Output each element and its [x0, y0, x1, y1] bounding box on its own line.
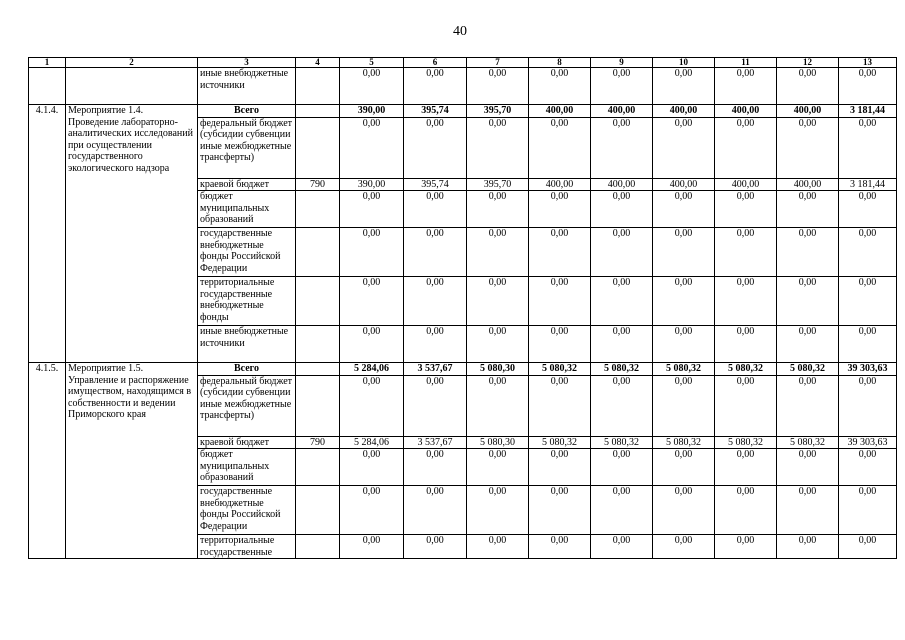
- amount-cell: 0,00: [777, 375, 839, 436]
- column-header: 3: [198, 58, 296, 68]
- amount-cell: 0,00: [777, 191, 839, 228]
- amount-cell: 0,00: [404, 375, 467, 436]
- funding-source: краевой бюджет: [198, 436, 296, 449]
- column-header: 4: [296, 58, 340, 68]
- amount-cell: 0,00: [591, 68, 653, 105]
- table-row-total: [29, 363, 897, 376]
- amount-cell: 0,00: [777, 535, 839, 559]
- amount-cell: 0,00: [839, 449, 897, 486]
- amount-cell: 0,00: [340, 277, 404, 326]
- amount-cell: 0,00: [591, 535, 653, 559]
- column-header: 10: [653, 58, 715, 68]
- amount-cell: 0,00: [529, 449, 591, 486]
- amount-cell: 0,00: [653, 117, 715, 178]
- funding-source: государственные внебюджетные фонды Российской Федерации: [198, 228, 296, 277]
- amount-cell: 39 303,63: [839, 363, 897, 376]
- amount-cell: 0,00: [467, 375, 529, 436]
- amount-cell: 0,00: [467, 68, 529, 105]
- column-header: 1: [29, 58, 66, 68]
- amount-cell: 0,00: [591, 277, 653, 326]
- amount-cell: 0,00: [715, 117, 777, 178]
- measure-id: 4.1.4.: [29, 105, 66, 363]
- amount-cell: 5 080,32: [715, 436, 777, 449]
- funding-source: государственные внебюджетные фонды Российской Федерации: [198, 486, 296, 535]
- amount-cell: 5 284,06: [340, 363, 404, 376]
- budget-code: [296, 105, 340, 118]
- amount-cell: 0,00: [715, 326, 777, 363]
- amount-cell: 0,00: [839, 535, 897, 559]
- measure-id: 4.1.5.: [29, 363, 66, 559]
- amount-cell: 0,00: [715, 277, 777, 326]
- amount-cell: 0,00: [653, 326, 715, 363]
- amount-cell: 0,00: [777, 326, 839, 363]
- amount-cell: 0,00: [839, 326, 897, 363]
- amount-cell: 0,00: [715, 68, 777, 105]
- amount-cell: 3 181,44: [839, 178, 897, 191]
- amount-cell: 0,00: [839, 486, 897, 535]
- amount-cell: 0,00: [404, 68, 467, 105]
- funding-source: иные внебюджетные источники: [198, 68, 296, 105]
- budget-code: [296, 375, 340, 436]
- budget-code: [296, 486, 340, 535]
- page-number: 40: [453, 24, 467, 39]
- amount-cell: 0,00: [653, 449, 715, 486]
- amount-cell: 5 080,32: [777, 363, 839, 376]
- amount-cell: 0,00: [404, 449, 467, 486]
- funding-source: территориальные государственные внебюджетные фонды: [198, 277, 296, 326]
- amount-cell: 0,00: [467, 228, 529, 277]
- funding-source: бюджет муниципальных образований: [198, 449, 296, 486]
- amount-cell: 39 303,63: [839, 436, 897, 449]
- budget-code: 790: [296, 436, 340, 449]
- amount-cell: 0,00: [404, 486, 467, 535]
- amount-cell: 0,00: [777, 117, 839, 178]
- budget-code: [296, 363, 340, 376]
- amount-cell: 3 537,67: [404, 436, 467, 449]
- amount-cell: 400,00: [715, 105, 777, 118]
- amount-cell: 0,00: [839, 375, 897, 436]
- funding-source: федеральный бюджет (субсидии субвенции иные межбюджетные трансферты): [198, 375, 296, 436]
- measure-title-cell: [66, 68, 198, 105]
- amount-cell: 0,00: [529, 277, 591, 326]
- amount-cell: 0,00: [529, 486, 591, 535]
- amount-cell: 0,00: [591, 449, 653, 486]
- amount-cell: 5 080,32: [529, 363, 591, 376]
- amount-cell: 0,00: [653, 228, 715, 277]
- amount-cell: 395,74: [404, 178, 467, 191]
- amount-cell: 0,00: [404, 117, 467, 178]
- amount-cell: 0,00: [777, 486, 839, 535]
- column-header: 8: [529, 58, 591, 68]
- amount-cell: 0,00: [404, 191, 467, 228]
- amount-cell: 0,00: [715, 375, 777, 436]
- amount-cell: 3 537,67: [404, 363, 467, 376]
- amount-cell: 0,00: [340, 375, 404, 436]
- amount-cell: 0,00: [777, 68, 839, 105]
- amount-cell: 0,00: [715, 228, 777, 277]
- amount-cell: 0,00: [467, 535, 529, 559]
- amount-cell: 400,00: [715, 178, 777, 191]
- table-row: [29, 68, 897, 105]
- amount-cell: 5 284,06: [340, 436, 404, 449]
- amount-cell: 5 080,32: [529, 436, 591, 449]
- funding-source: Всего: [198, 363, 296, 376]
- funding-source: иные внебюджетные источники: [198, 326, 296, 363]
- amount-cell: 3 181,44: [839, 105, 897, 118]
- column-header: 6: [404, 58, 467, 68]
- amount-cell: 0,00: [404, 277, 467, 326]
- amount-cell: 0,00: [777, 449, 839, 486]
- budget-code: 790: [296, 178, 340, 191]
- amount-cell: 0,00: [467, 449, 529, 486]
- amount-cell: 390,00: [340, 178, 404, 191]
- amount-cell: 0,00: [715, 191, 777, 228]
- amount-cell: 5 080,32: [777, 436, 839, 449]
- funding-source: федеральный бюджет (субсидии субвенции иные межбюджетные трансферты): [198, 117, 296, 178]
- amount-cell: 395,70: [467, 105, 529, 118]
- amount-cell: 0,00: [467, 117, 529, 178]
- amount-cell: 5 080,30: [467, 363, 529, 376]
- amount-cell: 5 080,32: [591, 363, 653, 376]
- amount-cell: 0,00: [653, 375, 715, 436]
- amount-cell: 0,00: [529, 535, 591, 559]
- measure-title: Мероприятие 1.5. Управление и распоряжение имуществом, находящимся в собственности и ведении Приморского края: [66, 363, 198, 559]
- amount-cell: 400,00: [591, 105, 653, 118]
- amount-cell: 400,00: [653, 178, 715, 191]
- amount-cell: 395,70: [467, 178, 529, 191]
- amount-cell: 0,00: [467, 486, 529, 535]
- column-header: 12: [777, 58, 839, 68]
- table-row-total: [29, 105, 897, 118]
- amount-cell: 0,00: [839, 277, 897, 326]
- amount-cell: 0,00: [715, 535, 777, 559]
- amount-cell: 0,00: [404, 326, 467, 363]
- amount-cell: 0,00: [467, 277, 529, 326]
- amount-cell: 0,00: [340, 117, 404, 178]
- amount-cell: 5 080,32: [653, 436, 715, 449]
- amount-cell: 0,00: [715, 449, 777, 486]
- amount-cell: 0,00: [839, 117, 897, 178]
- amount-cell: 5 080,30: [467, 436, 529, 449]
- amount-cell: 0,00: [529, 117, 591, 178]
- budget-code: [296, 449, 340, 486]
- amount-cell: 0,00: [591, 228, 653, 277]
- amount-cell: 0,00: [591, 117, 653, 178]
- amount-cell: 0,00: [839, 68, 897, 105]
- amount-cell: 0,00: [404, 535, 467, 559]
- amount-cell: 0,00: [591, 326, 653, 363]
- budget-code: [296, 535, 340, 559]
- budget-code: [296, 68, 340, 105]
- amount-cell: 0,00: [529, 326, 591, 363]
- amount-cell: 0,00: [467, 191, 529, 228]
- amount-cell: 400,00: [653, 105, 715, 118]
- amount-cell: 0,00: [340, 68, 404, 105]
- amount-cell: 395,74: [404, 105, 467, 118]
- funding-source: бюджет муниципальных образований: [198, 191, 296, 228]
- budget-table: [28, 57, 897, 559]
- amount-cell: 0,00: [591, 375, 653, 436]
- amount-cell: 0,00: [591, 486, 653, 535]
- amount-cell: 0,00: [777, 277, 839, 326]
- column-header: 5: [340, 58, 404, 68]
- measure-title: Мероприятие 1.4. Проведение лабораторно-аналитических исследований при осуществлении государственного экологического надзора: [66, 105, 198, 363]
- amount-cell: 0,00: [653, 191, 715, 228]
- amount-cell: 0,00: [467, 326, 529, 363]
- amount-cell: 0,00: [839, 228, 897, 277]
- amount-cell: 0,00: [777, 228, 839, 277]
- budget-code: [296, 326, 340, 363]
- funding-source: краевой бюджет: [198, 178, 296, 191]
- column-header: 9: [591, 58, 653, 68]
- amount-cell: 0,00: [404, 228, 467, 277]
- amount-cell: 0,00: [653, 486, 715, 535]
- funding-source: территориальные государственные: [198, 535, 296, 559]
- amount-cell: 400,00: [591, 178, 653, 191]
- budget-code: [296, 228, 340, 277]
- amount-cell: 5 080,32: [591, 436, 653, 449]
- amount-cell: 0,00: [340, 535, 404, 559]
- amount-cell: 0,00: [340, 486, 404, 535]
- measure-id-cell: [29, 68, 66, 105]
- amount-cell: 0,00: [653, 277, 715, 326]
- budget-code: [296, 277, 340, 326]
- amount-cell: 0,00: [340, 191, 404, 228]
- amount-cell: 0,00: [340, 449, 404, 486]
- amount-cell: 0,00: [529, 68, 591, 105]
- amount-cell: 400,00: [529, 178, 591, 191]
- amount-cell: 0,00: [653, 68, 715, 105]
- amount-cell: 0,00: [340, 326, 404, 363]
- column-header: 2: [66, 58, 198, 68]
- amount-cell: 0,00: [340, 228, 404, 277]
- column-header: 7: [467, 58, 529, 68]
- amount-cell: 390,00: [340, 105, 404, 118]
- amount-cell: 400,00: [777, 178, 839, 191]
- amount-cell: 400,00: [777, 105, 839, 118]
- amount-cell: 0,00: [529, 375, 591, 436]
- amount-cell: 400,00: [529, 105, 591, 118]
- amount-cell: 5 080,32: [653, 363, 715, 376]
- amount-cell: 5 080,32: [715, 363, 777, 376]
- amount-cell: 0,00: [529, 191, 591, 228]
- column-header: 11: [715, 58, 777, 68]
- amount-cell: 0,00: [591, 191, 653, 228]
- budget-code: [296, 117, 340, 178]
- amount-cell: 0,00: [529, 228, 591, 277]
- column-number-row: [29, 58, 897, 68]
- funding-source: Всего: [198, 105, 296, 118]
- amount-cell: 0,00: [715, 486, 777, 535]
- amount-cell: 0,00: [839, 191, 897, 228]
- column-header: 13: [839, 58, 897, 68]
- budget-code: [296, 191, 340, 228]
- amount-cell: 0,00: [653, 535, 715, 559]
